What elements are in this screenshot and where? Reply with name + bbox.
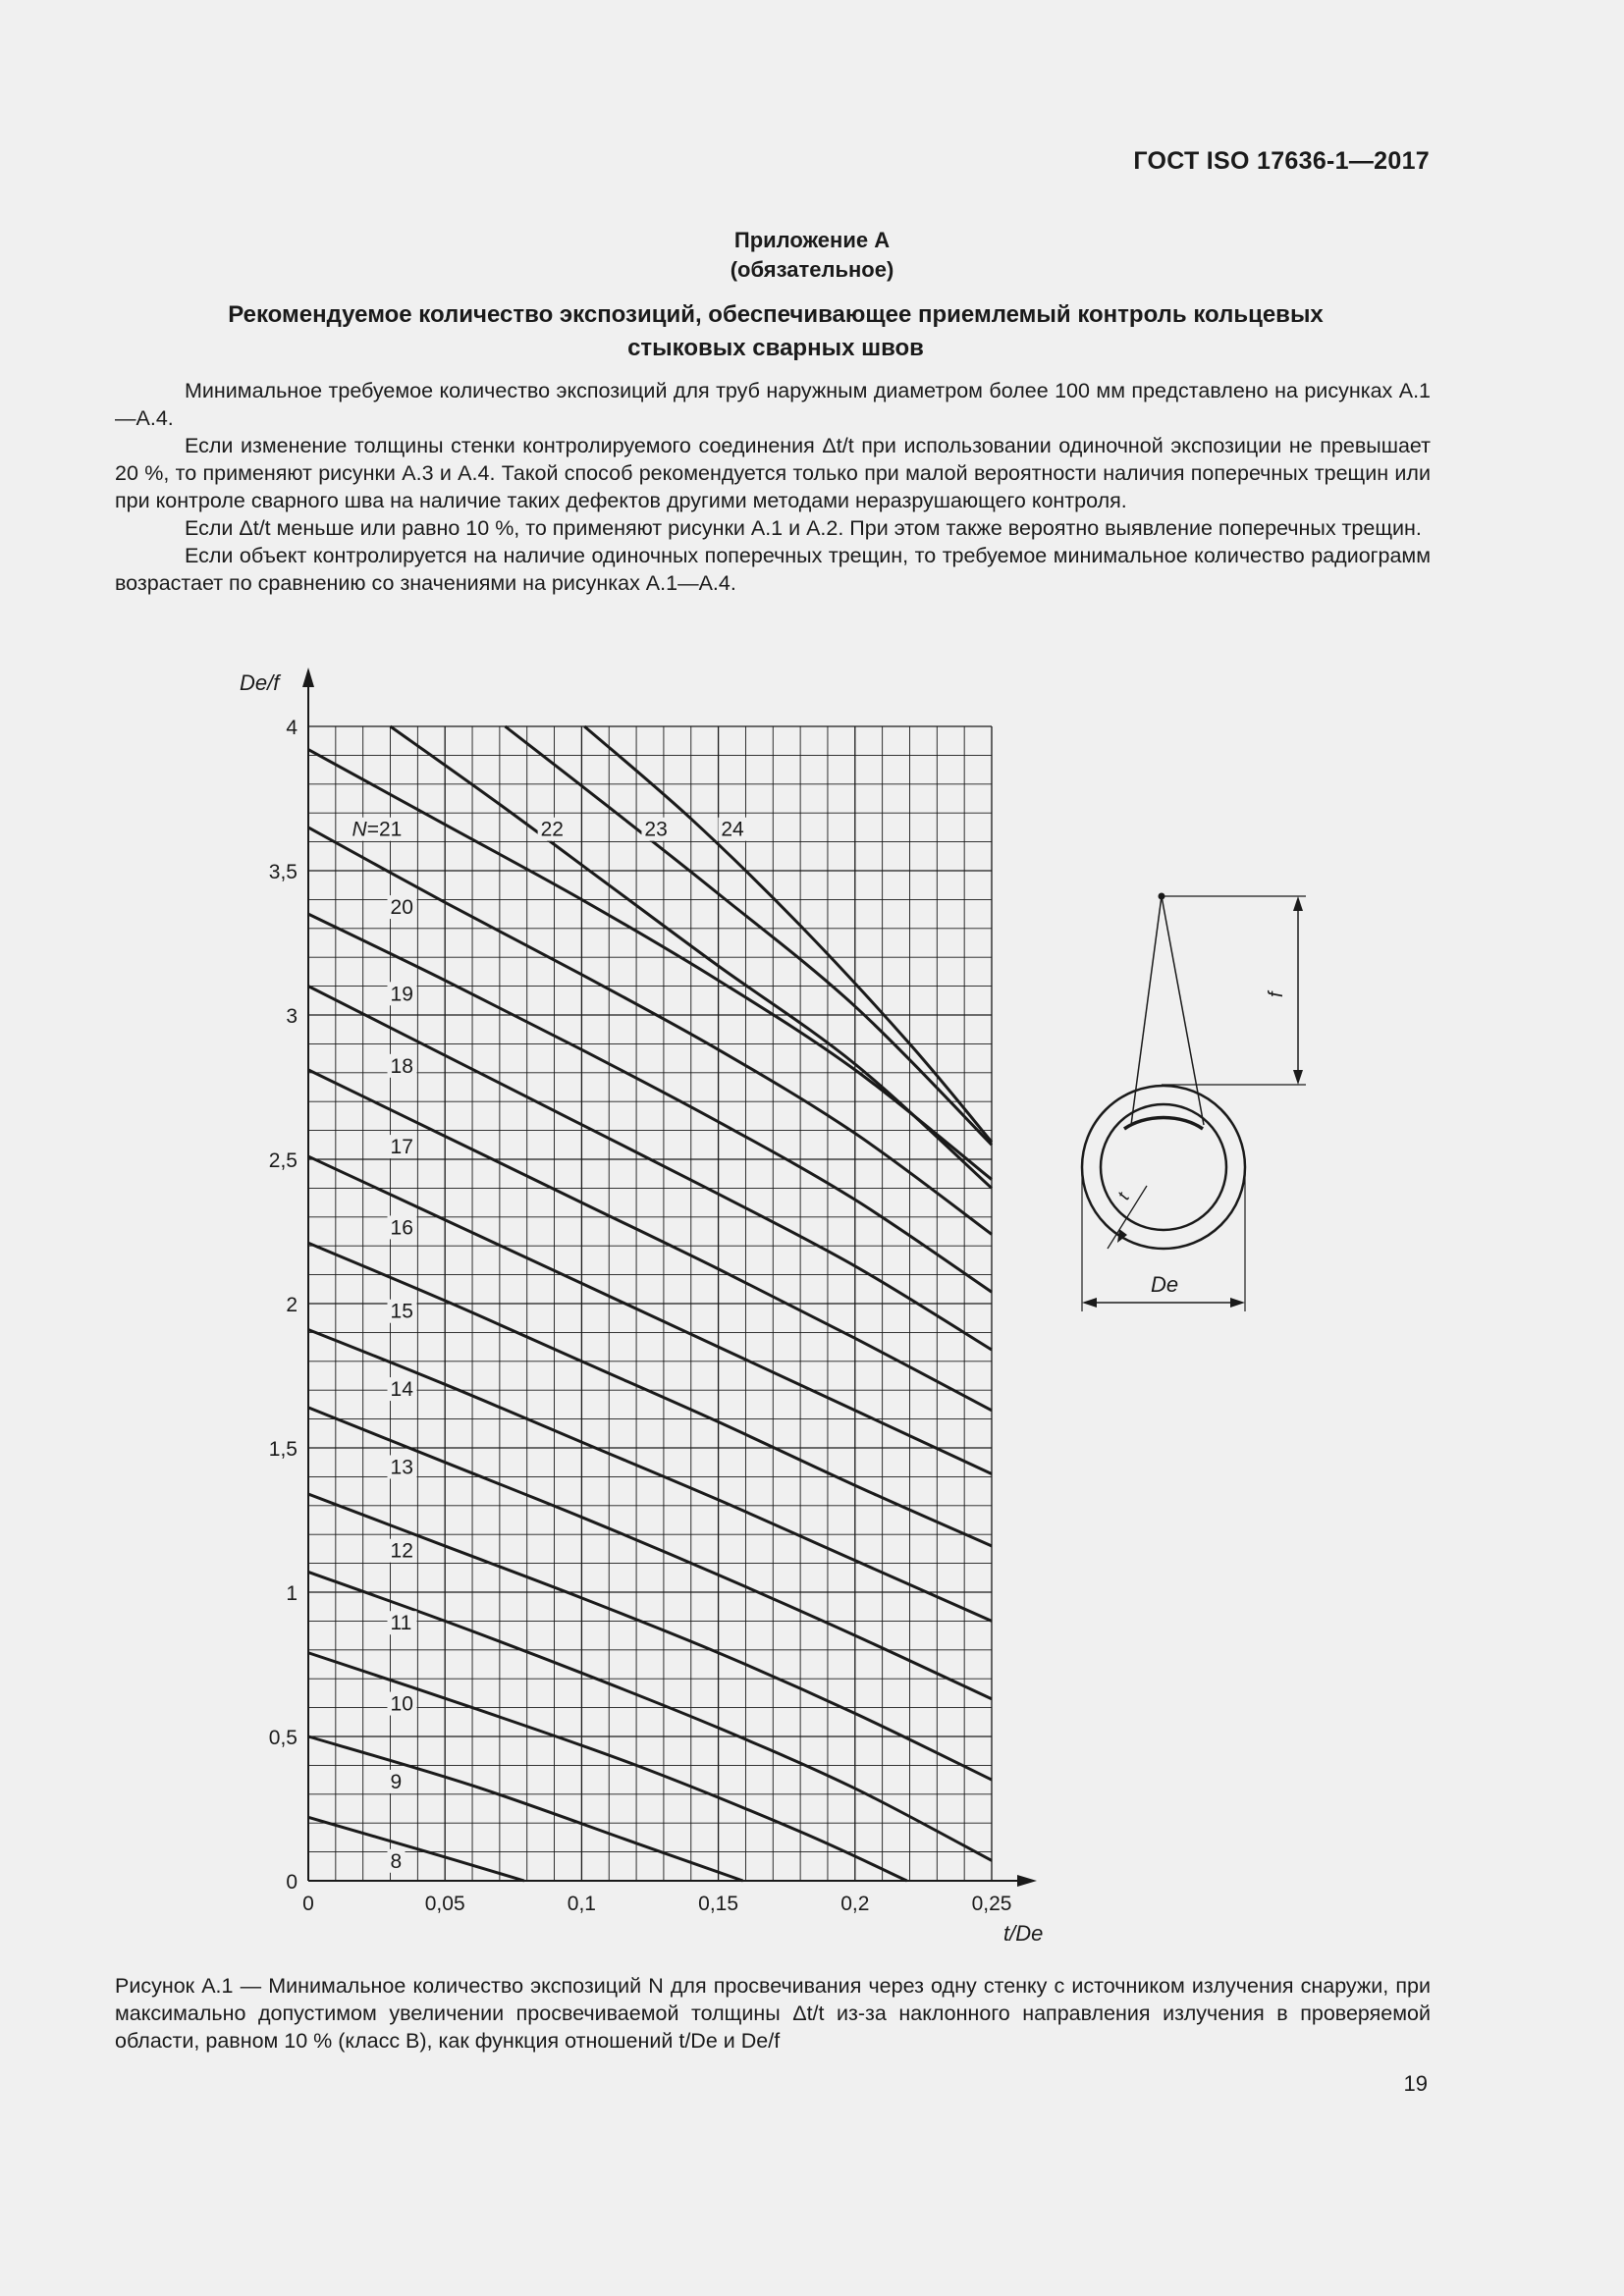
y-tick-label: 3,5 bbox=[268, 861, 298, 883]
f-arrow-bottom-icon bbox=[1293, 1070, 1303, 1085]
series-line-9 bbox=[308, 1736, 743, 1881]
pipe-outer-circle bbox=[1082, 1086, 1245, 1249]
series-label-9: 9 bbox=[390, 1770, 403, 1793]
x-tick-label: 0,25 bbox=[971, 1893, 1012, 1915]
x-tick-label: 0,2 bbox=[840, 1893, 870, 1915]
paragraph-4: Если объект контролируется на наличие одиночных поперечных трещин, то требуемое минимальное количество радиограмм возрастает по сравнению со значениями на рисунках А.1—А.4. bbox=[115, 544, 1431, 595]
standard-code: ГОСТ ISO 17636-1—2017 bbox=[1133, 147, 1430, 175]
beam-right bbox=[1162, 896, 1204, 1125]
y-tick-label: 1 bbox=[286, 1582, 298, 1605]
pipe-diagram bbox=[1082, 893, 1306, 1311]
de-arrow-left-icon bbox=[1082, 1298, 1097, 1308]
de-label: De bbox=[1151, 1272, 1179, 1297]
series-label-23: 23 bbox=[644, 818, 668, 841]
y-axis-arrow-icon bbox=[302, 667, 314, 687]
series-label-11: 11 bbox=[390, 1612, 412, 1635]
paragraph-2: Если изменение толщины стенки контролируемого соединения Δt/t при использовании одиночной экспозиции не превышает 20 %, то применяют рисунки А.3 и А.4. Такой способ рекомендуется только при малой вероятности наличия поперечных трещин или при контроле сварного шва на наличие таких дефектов другими методами неразрушающего контроля. bbox=[115, 434, 1431, 512]
film-arc bbox=[1124, 1117, 1203, 1129]
series-line-17 bbox=[308, 1070, 992, 1411]
figure-caption: Рисунок А.1 — Минимальное количество экспозиций N для просвечивания через одну стенку с источником излучения снаружи, при максимально допустимом увеличении просвечиваемой толщины Δt/t из-за наклонного направления излучения в проверяемой области, равном 10 % (класс B), как функция отношений t/De и De/f bbox=[115, 1974, 1431, 2053]
series-label-13: 13 bbox=[390, 1456, 413, 1479]
f-label: f bbox=[1266, 991, 1287, 997]
series-line-8 bbox=[308, 1817, 524, 1881]
page-number: 19 bbox=[1403, 2071, 1428, 2096]
de-arrow-right-icon bbox=[1230, 1298, 1245, 1308]
annex-heading-line2: стыковых сварных швов bbox=[627, 335, 924, 361]
y-axis-label: De/f bbox=[240, 670, 280, 695]
y-tick-label: 0,5 bbox=[268, 1727, 298, 1749]
series-line-20 bbox=[308, 828, 992, 1235]
y-tick-label: 4 bbox=[286, 717, 298, 739]
series-label-12: 12 bbox=[390, 1539, 413, 1563]
series-label-20: 20 bbox=[390, 896, 413, 920]
series-label-15: 15 bbox=[390, 1300, 413, 1323]
x-axis-label: t/De bbox=[1003, 1921, 1044, 1946]
annex-title: Приложение А bbox=[733, 228, 891, 252]
y-tick-label: 2 bbox=[286, 1294, 298, 1316]
series-label-8: 8 bbox=[390, 1849, 403, 1873]
x-tick-label: 0,05 bbox=[424, 1893, 465, 1915]
y-tick-label: 2,5 bbox=[268, 1149, 298, 1172]
series-label-21: N=21 bbox=[352, 818, 403, 841]
series-label-14: 14 bbox=[390, 1378, 413, 1402]
series-label-18: 18 bbox=[390, 1054, 413, 1078]
y-tick-label: 3 bbox=[286, 1005, 298, 1028]
annex-status: (обязательное) bbox=[730, 257, 894, 282]
series-label-22: 22 bbox=[540, 818, 564, 841]
series-label-17: 17 bbox=[390, 1136, 413, 1159]
paragraph-3: Если Δt/t меньше или равно 10 %, то применяют рисунки А.1 и А.2. При этом также вероятно выявление поперечных трещин. bbox=[185, 516, 1422, 540]
x-tick-label: 0,1 bbox=[567, 1893, 597, 1915]
series-label-16: 16 bbox=[390, 1216, 413, 1240]
series-label-10: 10 bbox=[390, 1692, 413, 1716]
pipe-inner-circle bbox=[1101, 1104, 1226, 1230]
y-tick-label: 1,5 bbox=[268, 1438, 298, 1461]
x-axis-arrow-icon bbox=[1017, 1875, 1037, 1887]
f-arrow-top-icon bbox=[1293, 896, 1303, 911]
x-tick-label: 0 bbox=[302, 1893, 314, 1915]
series-line-10 bbox=[308, 1653, 907, 1881]
paragraph-1: Минимальное требуемое количество экспозиций для труб наружным диаметром более 100 мм представлено на рисунках А.1—А.4. bbox=[115, 379, 1431, 430]
series-label-19: 19 bbox=[390, 983, 413, 1006]
annex-heading-line1: Рекомендуемое количество экспозиций, обеспечивающее приемлемый контроль кольцевых bbox=[228, 301, 1324, 328]
series-line-23 bbox=[505, 726, 992, 1145]
t-label: t bbox=[1113, 1189, 1134, 1203]
x-tick-label: 0,15 bbox=[698, 1893, 739, 1915]
series-label-24: 24 bbox=[721, 818, 744, 841]
y-tick-label: 0 bbox=[286, 1871, 298, 1894]
